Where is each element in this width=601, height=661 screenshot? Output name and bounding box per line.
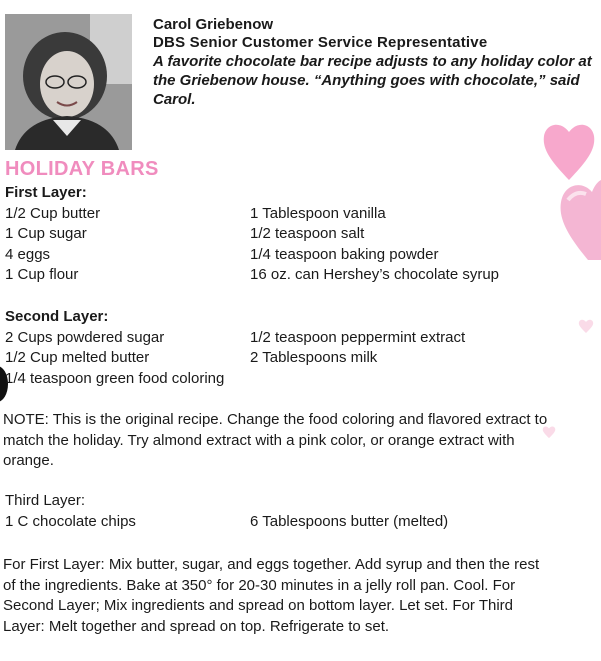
ingredient: 4 eggs [5, 245, 51, 263]
recipe-note: NOTE: This is the original recipe. Change the food coloring and flavored extract to match the holiday. Try almond extract with a pink color, or orange extract with orange. [3, 411, 548, 469]
first-layer-left-list [5, 204, 250, 286]
ingredient: 1/2 Cup butter [5, 204, 101, 222]
author-quote: A favorite chocolate bar recipe adjusts to any holiday color at the Griebenow house. “Anything goes with chocolate,” said Carol. [153, 53, 592, 108]
second-layer-right-list [250, 328, 550, 390]
ingredient: 1 Tablespoon vanilla [250, 204, 386, 222]
heart-icon [578, 318, 594, 334]
heart-icon [542, 120, 596, 182]
recipe-title: HOLIDAY BARS [5, 158, 159, 180]
profile-photo [5, 14, 132, 150]
byline [153, 16, 598, 109]
first-layer-section [5, 183, 565, 286]
first-layer-right-list [250, 204, 550, 286]
third-layer-section [5, 491, 565, 532]
author-role: DBS Senior Customer Service Representative [153, 34, 488, 51]
ingredient: 1/2 teaspoon salt [250, 225, 365, 242]
portrait-image [5, 14, 132, 150]
ingredient: 1/2 Cup melted butter [5, 349, 150, 366]
ingredient: 2 Tablespoons milk [250, 349, 378, 366]
first-layer-heading: First Layer: [5, 184, 87, 201]
ingredient: 1 Cup flour [5, 266, 79, 283]
third-layer-left-list [5, 512, 250, 533]
second-layer-section [5, 307, 565, 389]
ingredient: 16 oz. can Hershey’s chocolate syrup [250, 266, 500, 283]
ingredient: 2 Cups powdered sugar [5, 328, 165, 346]
ingredient: 1 Cup sugar [5, 225, 87, 242]
recipe-instructions: For First Layer: Mix butter, sugar, and eggs together. Add syrup and then the rest of the ingredients. Bake at 350° for 20-30 minutes in a jelly roll pan. Cool. For Second Layer; Mix ingredients and spread on bottom layer. Let set. For Third Layer: Melt together and spread on top. Refrigerate to set. [3, 556, 540, 635]
second-layer-heading: Second Layer: [5, 308, 109, 325]
third-layer-right-list [250, 512, 550, 533]
third-layer-heading: Third Layer: [5, 492, 86, 509]
ingredient: 1/4 teaspoon baking powder [250, 245, 439, 263]
ingredient: 6 Tablespoons butter (melted) [250, 512, 449, 530]
ingredient: 1 C chocolate chips [5, 512, 136, 530]
ingredient: 1/4 teaspoon green food coloring [5, 369, 225, 387]
ingredient: 1/2 teaspoon peppermint extract [250, 328, 466, 346]
second-layer-left-list [5, 328, 250, 390]
author-name: Carol Griebenow [153, 16, 274, 33]
